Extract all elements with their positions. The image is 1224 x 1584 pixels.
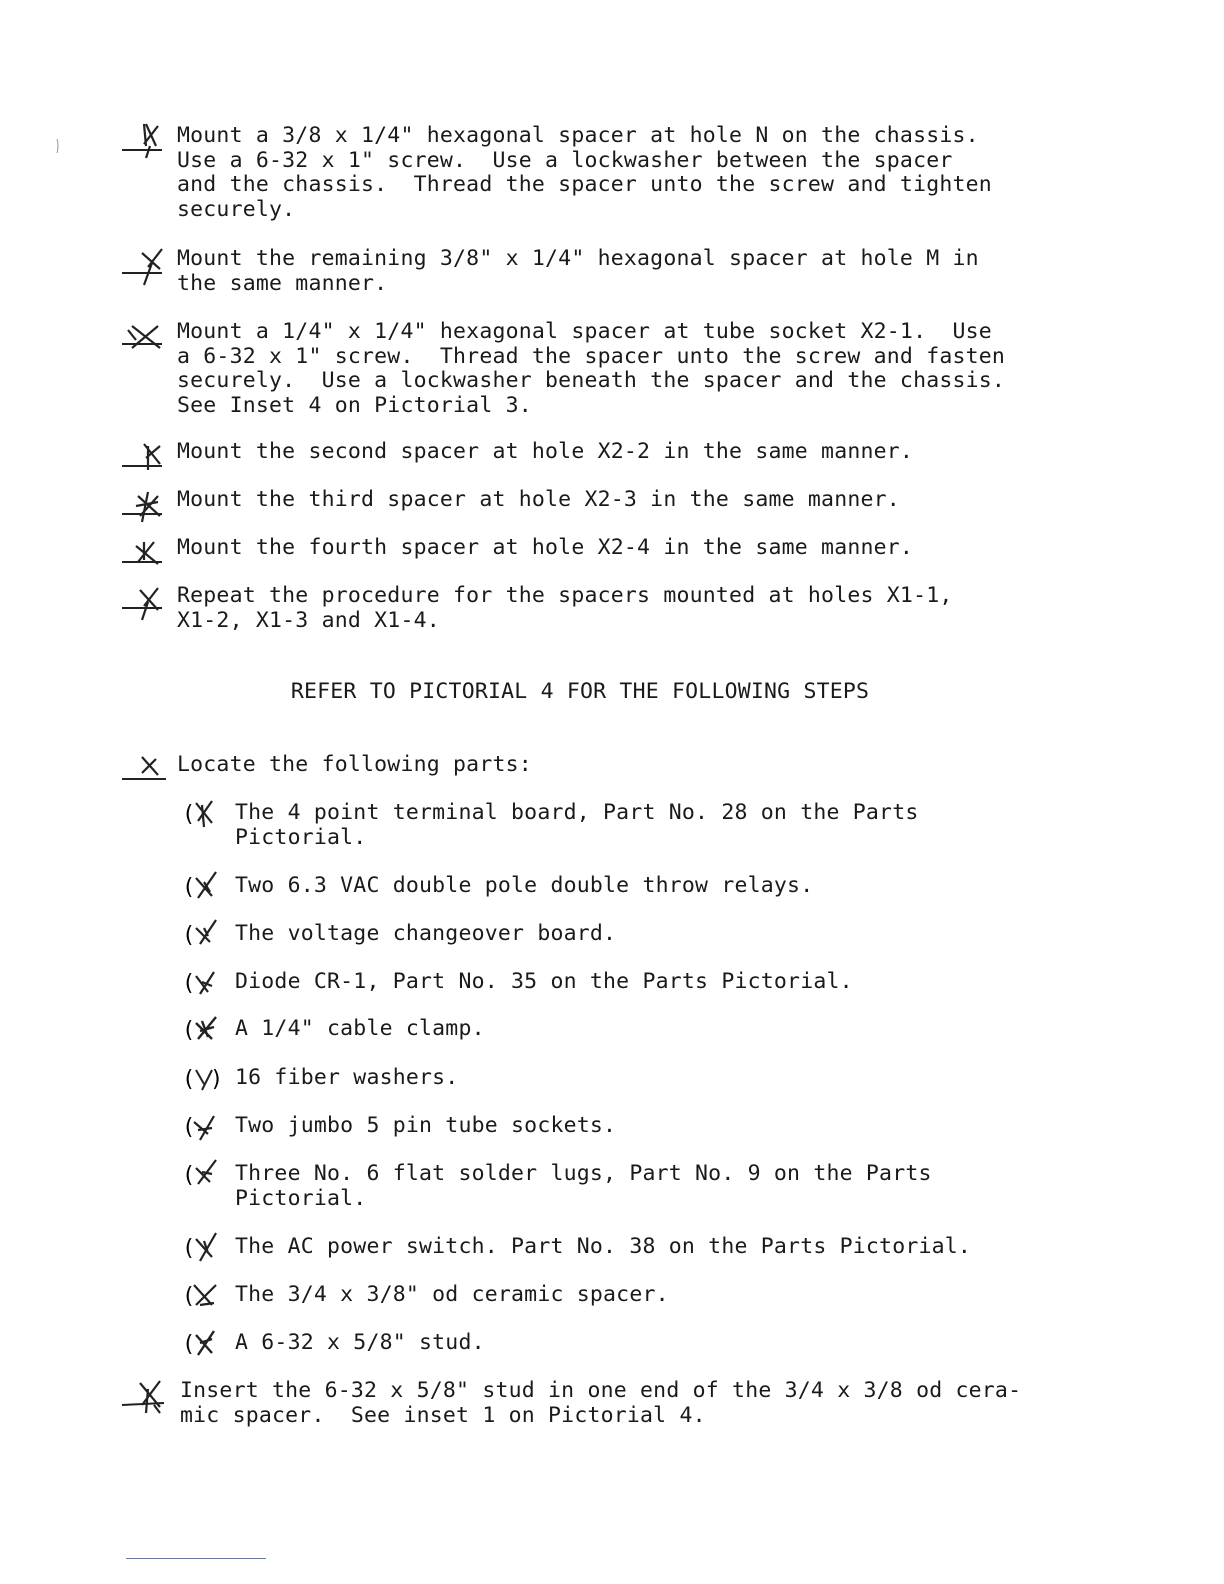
- checkbox-paren-icon[interactable]: [182, 1112, 226, 1142]
- checkbox-paren-icon[interactable]: [182, 1015, 226, 1045]
- svg-text:(: (: [182, 971, 196, 996]
- step-text: Repeat the procedure for the spacers mounted at holes X1-1, X1-2, X1-3 and X1-4.: [177, 583, 953, 633]
- checkmark-icon[interactable]: [120, 753, 168, 797]
- svg-text:(: (: [182, 1067, 196, 1092]
- checkmark-icon[interactable]: [120, 488, 168, 532]
- part-text: Two 6.3 VAC double pole double throw relays.: [235, 873, 814, 898]
- part-text: The AC power switch. Part No. 38 on the Parts Pictorial.: [235, 1234, 972, 1259]
- checkmark-icon[interactable]: [120, 536, 168, 580]
- checkbox-paren-icon[interactable]: [182, 920, 226, 950]
- svg-text:(: (: [182, 1332, 196, 1357]
- svg-text:): ): [210, 1067, 224, 1092]
- checkmark-icon[interactable]: [120, 440, 168, 484]
- step-text: Mount a 1/4" x 1/4" hexagonal spacer at tube socket X2-1. Use a 6-32 x 1" screw. Thread the spacer unto the screw and fasten securely. Use a lockwasher beneath the spacer and the chassis. See Inset 4 on Pictorial 3.: [177, 319, 1006, 418]
- part-text: 16 fiber washers.: [235, 1065, 459, 1090]
- checkbox-paren-icon[interactable]: [182, 968, 226, 998]
- svg-text:(: (: [182, 1115, 196, 1140]
- section-heading: REFER TO PICTORIAL 4 FOR THE FOLLOWING STEPS: [290, 679, 870, 704]
- part-text: A 1/4" cable clamp.: [235, 1016, 485, 1041]
- svg-text:(: (: [182, 802, 196, 827]
- step-text: Mount the second spacer at hole X2-2 in the same manner.: [177, 439, 914, 464]
- part-text: Two jumbo 5 pin tube sockets.: [235, 1113, 617, 1138]
- checkbox-paren-icon[interactable]: [182, 799, 226, 829]
- checkbox-paren-icon[interactable]: [182, 1281, 226, 1311]
- checkbox-paren-icon[interactable]: [182, 1329, 226, 1359]
- svg-text:(: (: [182, 923, 196, 948]
- step-text: Locate the following parts:: [177, 752, 532, 777]
- step-text: Mount the remaining 3/8" x 1/4" hexagonal spacer at hole M in the same manner.: [177, 246, 979, 296]
- svg-text:(: (: [182, 1163, 196, 1188]
- part-text: Diode CR-1, Part No. 35 on the Parts Pictorial.: [235, 969, 853, 994]
- checkbox-paren-icon[interactable]: [182, 1233, 226, 1263]
- svg-text:(: (: [182, 875, 196, 900]
- part-text: A 6-32 x 5/8" stud.: [235, 1330, 485, 1355]
- part-text: The 3/4 x 3/8" od ceramic spacer.: [235, 1282, 669, 1307]
- checkbox-paren-icon[interactable]: [182, 1160, 226, 1190]
- footer-rule: [126, 1558, 266, 1559]
- svg-text:(: (: [182, 1236, 196, 1261]
- part-text: The voltage changeover board.: [235, 921, 617, 946]
- checkmark-icon[interactable]: [120, 247, 168, 291]
- step-text: Mount a 3/8 x 1/4" hexagonal spacer at hole N on the chassis. Use a 6-32 x 1" screw. Use a lockwasher between the spacer and the chassis. Thread the spacer unto the screw and tighten securely.: [177, 123, 992, 222]
- step-text: Insert the 6-32 x 5/8" stud in one end of the 3/4 x 3/8 od cera- mic spacer. See inset 1 on Pictorial 4.: [180, 1378, 1022, 1428]
- checkmark-icon[interactable]: [120, 320, 168, 364]
- part-text: Three No. 6 flat solder lugs, Part No. 9 on the Parts Pictorial.: [235, 1161, 932, 1211]
- checkmark-icon[interactable]: [120, 124, 168, 168]
- checkmark-icon[interactable]: [120, 584, 168, 628]
- checkmark-icon[interactable]: [120, 1379, 168, 1423]
- step-text: Mount the third spacer at hole X2-3 in the same manner.: [177, 487, 900, 512]
- svg-text:(: (: [182, 1018, 196, 1043]
- part-text: The 4 point terminal board, Part No. 28 on the Parts Pictorial.: [235, 800, 919, 850]
- checkbox-paren-icon[interactable]: [182, 1064, 226, 1094]
- svg-text:(: (: [182, 1284, 196, 1309]
- margin-mark: [56, 138, 60, 152]
- checkbox-paren-icon[interactable]: [182, 872, 226, 902]
- step-text: Mount the fourth spacer at hole X2-4 in the same manner.: [177, 535, 914, 560]
